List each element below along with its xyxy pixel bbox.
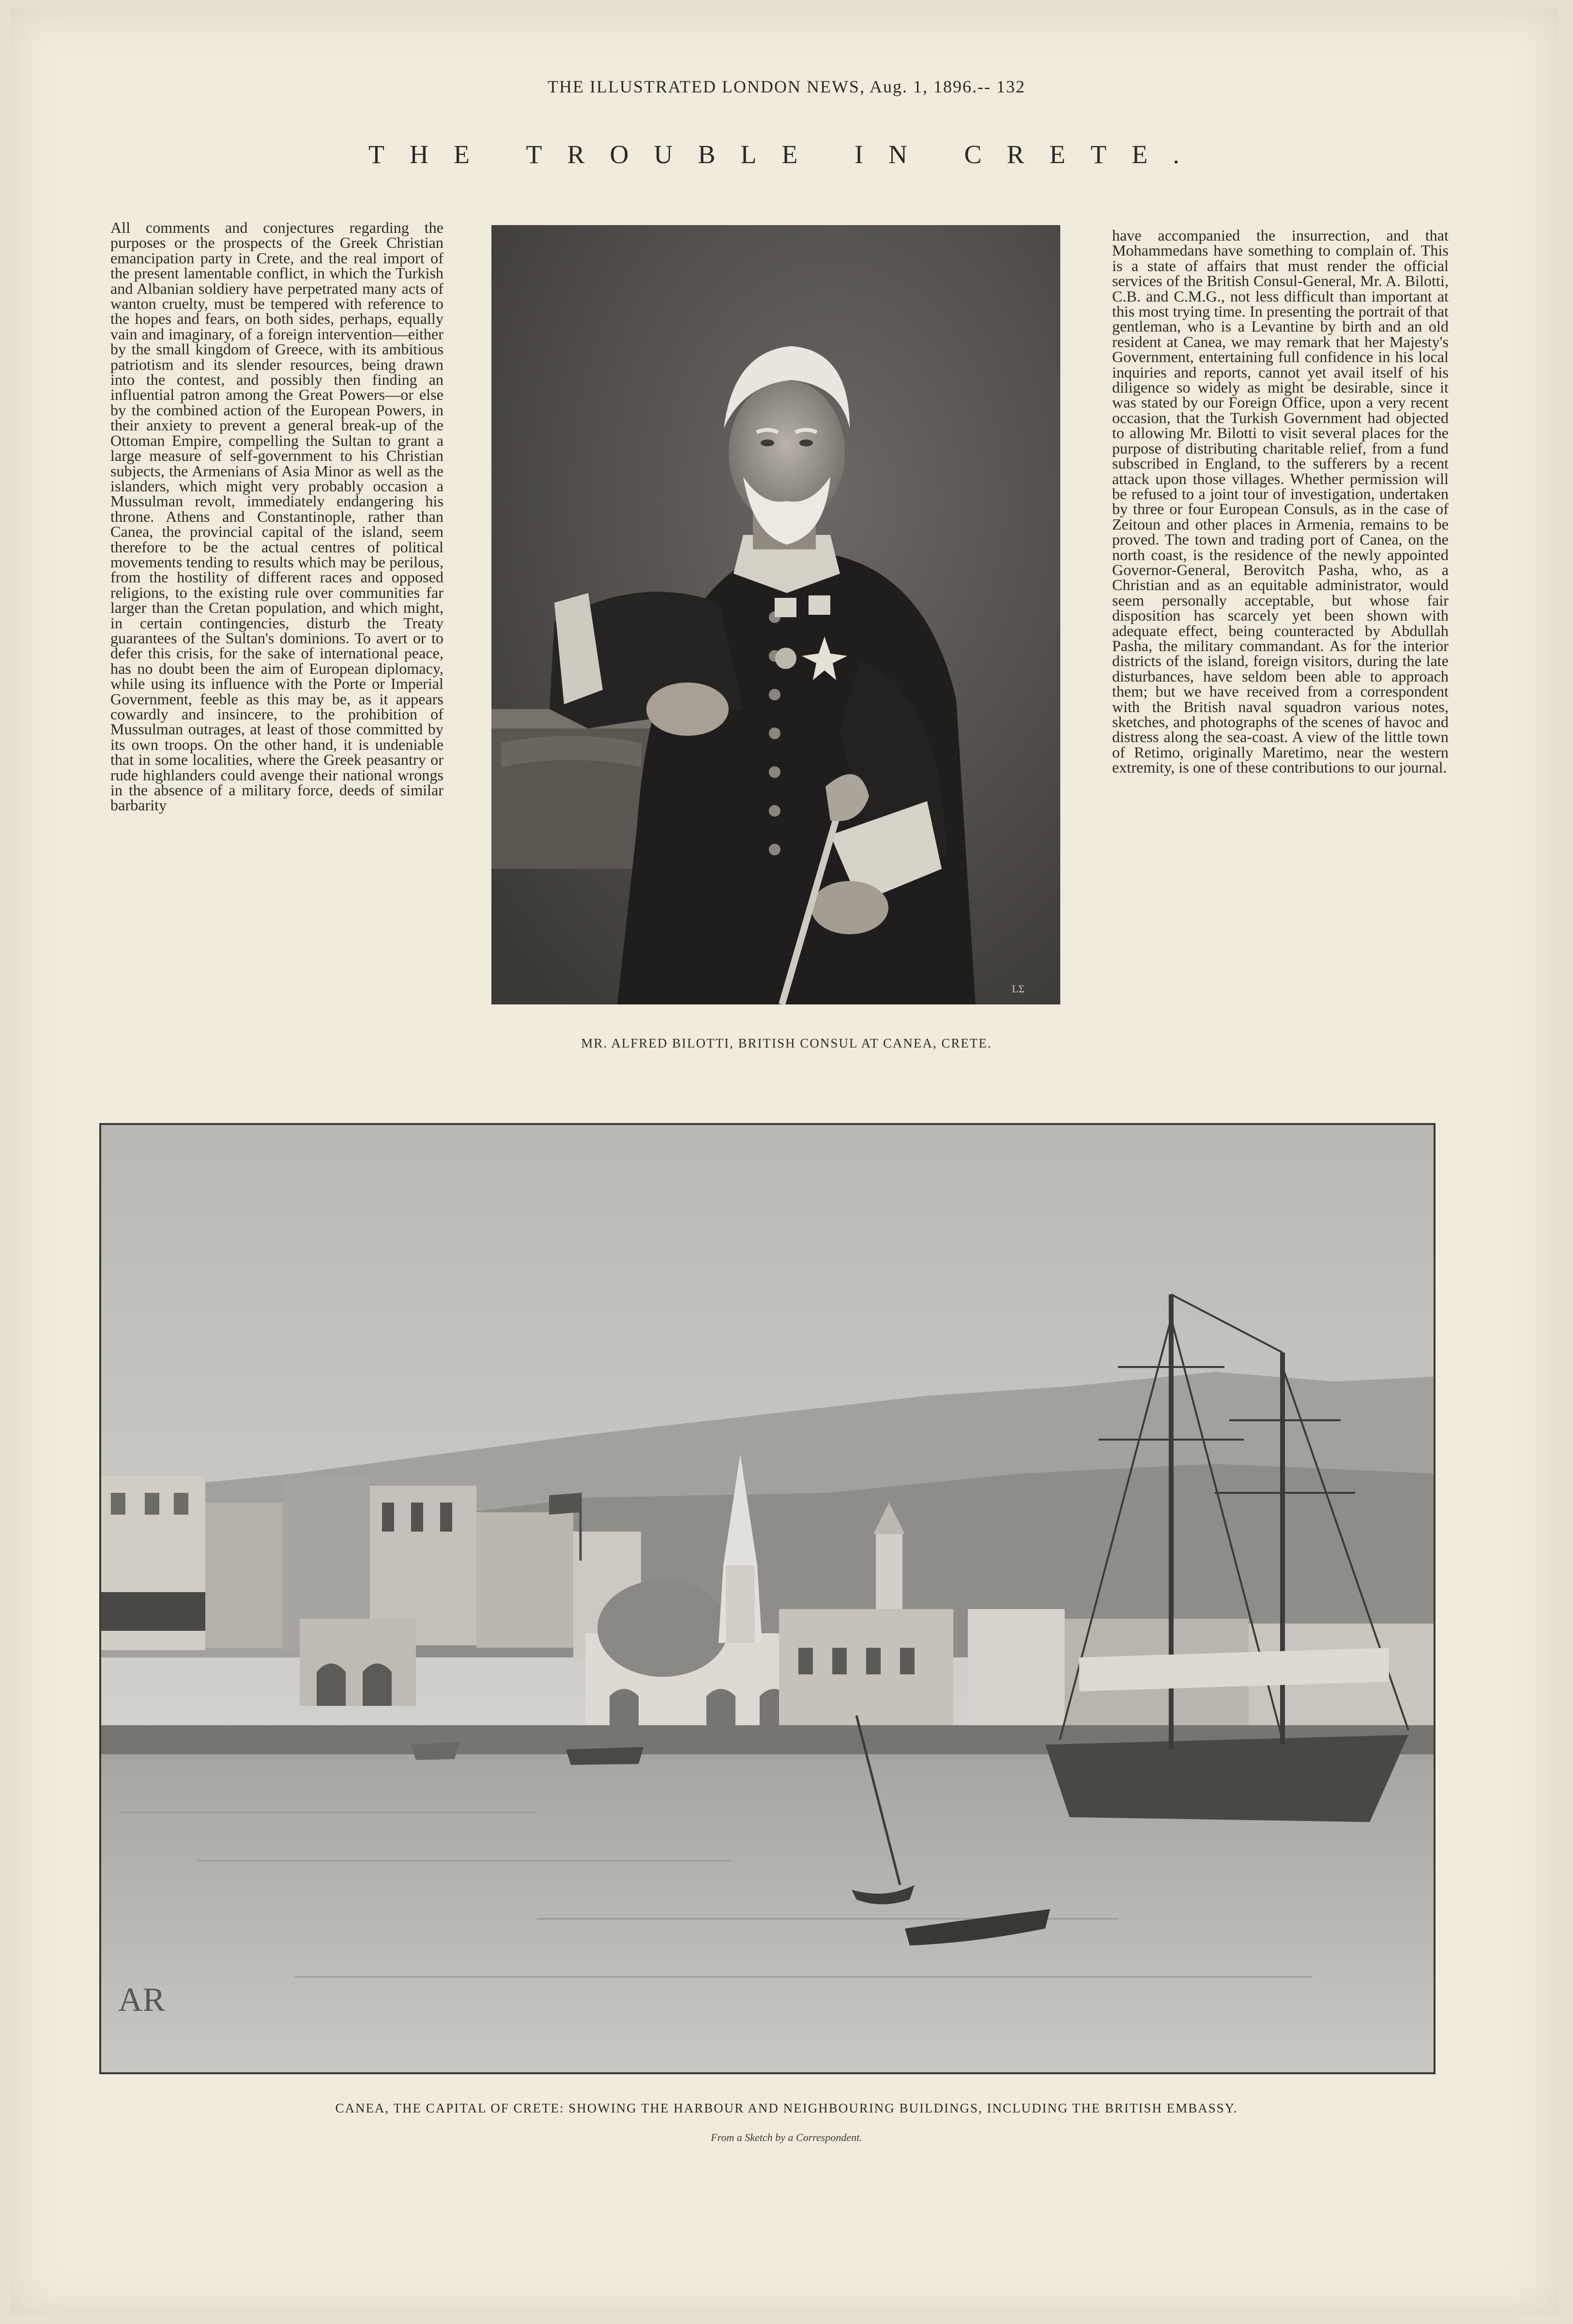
harbour-caption: CANEA, THE CAPITAL OF CRETE: SHOWING THE HARBOUR AND NEIGHBOURING BUILDINGS, INCLUDING THE BRITISH EMBASSY.: [335, 2101, 1238, 2115]
harbour-illustration: [101, 1125, 1434, 2072]
right-column-text: have accompanied the insurrection, and that Mohammedans have something to complain of. This is a state of affairs that must render the official services of the British Consul-General, Mr. A. Bilotti, C.B. and C.M.G., not less difficult than important at this most trying time. In presenting the portrait of that gentleman, who is a Levantine by birth and an old resident at Canea, we may remark that her Majesty's Government, entertaining full confidence in his local inquiries and reports, cannot yet avail itself of his diligence so widely as might be desirable, since it was stated by our Foreign Office, upon a very recent occasion, that the Turkish Government had objected to allowing Mr. Bilotti to visit several places for the purpose of distributing charitable relief, from a fund subscribed in England, to the sufferers by a recent attack upon those villages. Whether permission will be refused to a joint tour of investigation, undertaken by three or four European Consuls, as in the case of Zeitoun and other places in Armenia, remains to be proved. The town and trading port of Canea, on the north coast, is the residence of the newly appointed Governor-General, Berovitch Pasha, who, as a Christian and as an equitable administrator, would seem personally acceptable, but whose fair disposition has scarcely yet been shown with adequate effect, being counteracted by Abdullah Pasha, the military commandant. As for the interior districts of the island, foreign visitors, during the late disturbances, have seldom been able to approach them; but we have received from a correspondent with the British naval squadron various notes, sketches, and photographs of the scenes of havoc and distress along the sea-coast. A view of the little town of Retimo, originally Maretimo, near the western extremity, is one of these contributions to our journal.: [1112, 227, 1449, 776]
portrait-illustration: [491, 225, 1060, 1004]
portrait-caption: MR. ALFRED BILOTTI, BRITISH CONSUL AT CANEA, CRETE.: [581, 1036, 992, 1050]
article-right-column: [1112, 228, 1449, 775]
harbour-credit: From a Sketch by a Correspondent.: [711, 2131, 862, 2143]
svg-text:LΣ: LΣ: [1012, 983, 1025, 995]
harbour-engraving: [99, 1123, 1436, 2074]
masthead: THE ILLUSTRATED LONDON NEWS, Aug. 1, 1896.-- 132: [548, 77, 1025, 96]
article-title: THE TROUBLE IN CRETE.: [368, 140, 1205, 169]
svg-text:AR: AR: [118, 1981, 166, 2019]
portrait-engraving: [491, 225, 1060, 1004]
left-column-text: All comments and conjectures regarding the purposes or the prospects of the Greek Christian emancipation party in Crete, and the real import of the present lamentable conflict, in which the Turkish and Albanian soldiery have perpetrated many acts of wanton cruelty, must be tempered with reference to the hopes and fears, on both sides, perhaps, equally vain and imaginary, of a foreign intervention—either by the small kingdom of Greece, with its ambitious patriotism and its slender resources, being drawn into the contest, and possibly then finding an influential patron among the Great Powers—or else by the combined action of the European Powers, in their anxiety to prevent a general break-up of the Ottoman Empire, compelling the Sultan to grant a large measure of self-government to his Christian subjects, the Armenians of Asia Minor as well as the islanders, which might very probably occasion a Mussulman revolt, immediately endangering his throne. Athens and Constantinople, rather than Canea, the provincial capital of the island, seem therefore to be the actual centres of political movements tending to results which may be perilous, from the hostility of different races and opposed religions, to the existing rule over communities far larger than the Cretan population, and which might, in certain contingencies, disturb the Treaty guarantees of the Sultan's dominions. To avert or to defer this crisis, for the sake of international peace, has no doubt been the aim of European diplomacy, while using its influence with the Porte or Imperial Government, feeble as this may be, as it appears cowardly and insincere, to the prohibition of Mussulman outrages, at least of those committed by its own troops. On the other hand, it is undeniable that in some localities, where the Greek peasantry or rude highlanders could avenge their national wrongs in the absence of a military force, deeds of similar barbarity: [110, 219, 443, 814]
article-left-column: [110, 220, 443, 813]
